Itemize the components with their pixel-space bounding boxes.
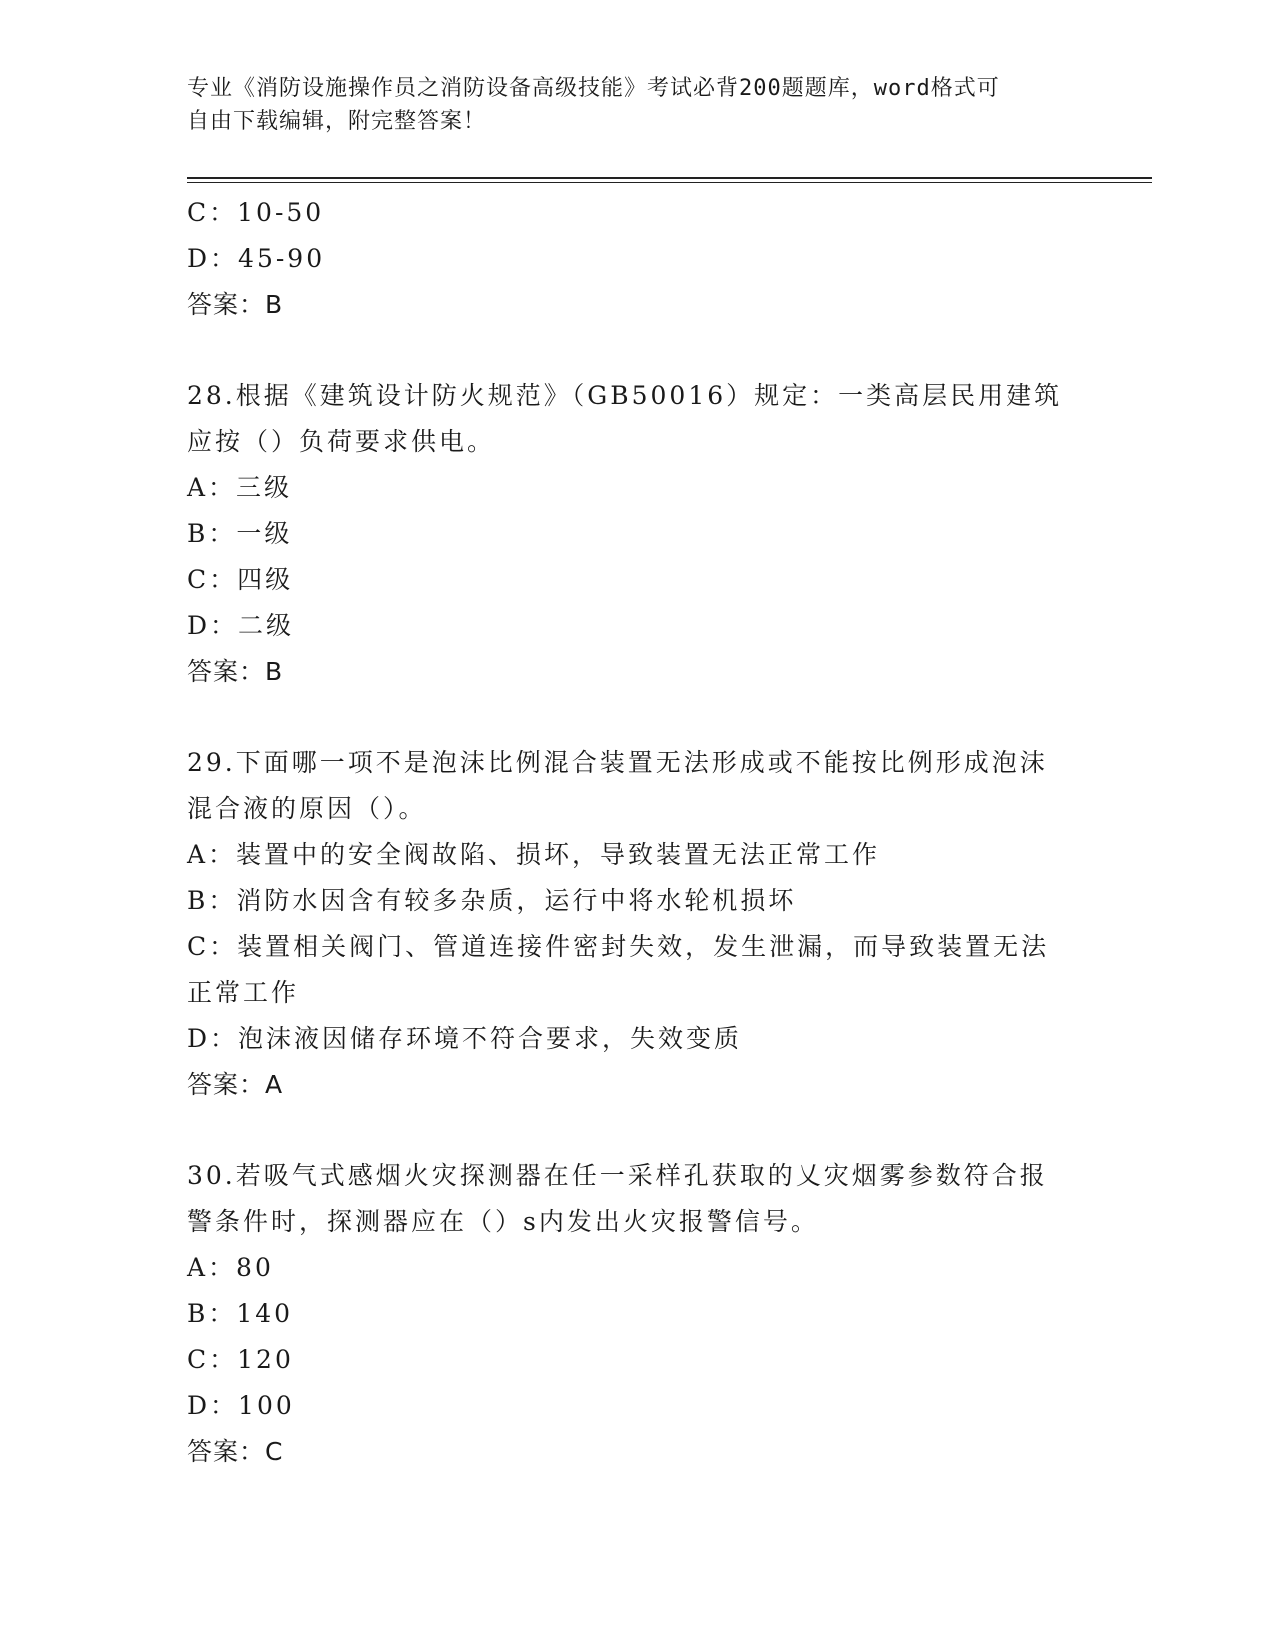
option-b: B：消防水因含有较多杂质，运行中将水轮机损坏: [187, 886, 797, 915]
question-stem: 28.根据《建筑设计防火规范》（GB50016）规定：一类高层民用建筑: [187, 381, 1063, 410]
header-rule-thin: [187, 182, 1152, 183]
option-c: C：10-50: [187, 198, 325, 227]
option-a: A：80: [187, 1253, 274, 1282]
question-stem: 29.下面哪一项不是泡沫比例混合装置无法形成或不能按比例形成泡沫: [187, 748, 1048, 777]
answer: 答案：A: [187, 1070, 284, 1099]
option-d: D：100: [187, 1391, 295, 1420]
question-stem: 30.若吸气式感烟火灾探测器在任一采样孔获取的乂灾烟雾参数符合报: [187, 1161, 1048, 1190]
question-30: [187, 1153, 1087, 1475]
option-d: D：45-90: [187, 244, 326, 273]
option-a: A：装置中的安全阀故陷、损坏，导致装置无法正常工作: [187, 840, 881, 869]
question-stem: 应按（）负荷要求供电。: [187, 427, 496, 456]
option-c-continued: 正常工作: [187, 978, 300, 1007]
option-d: D：泡沫液因储存环境不符合要求，失效变质: [187, 1024, 743, 1053]
option-b: B：一级: [187, 519, 293, 548]
spacer: [187, 328, 1087, 373]
answer: 答案：B: [187, 290, 284, 319]
option-b: B：140: [187, 1299, 294, 1328]
option-a: A：三级: [187, 473, 293, 502]
question-content: [187, 190, 1087, 1475]
header-rule-thick: [187, 177, 1152, 179]
document-header: [187, 72, 1067, 138]
spacer: [187, 695, 1087, 740]
option-c: C：四级: [187, 565, 294, 594]
prev-question: [187, 190, 1087, 328]
option-d: D：二级: [187, 611, 295, 640]
option-c: C：装置相关阀门、管道连接件密封失效，发生泄漏，而导致装置无法: [187, 932, 1050, 961]
header-line-1: 专业《消防设施操作员之消防设备高级技能》考试必背200题题库，word格式可: [187, 76, 1000, 101]
question-29: [187, 740, 1087, 1108]
answer: 答案：B: [187, 657, 284, 686]
question-28: [187, 373, 1087, 695]
question-stem: 警条件时，探测器应在（）s内发出火灾报警信号。: [187, 1207, 819, 1236]
spacer: [187, 1108, 1087, 1153]
question-stem: 混合液的原因（）。: [187, 794, 427, 823]
answer: 答案：C: [187, 1437, 284, 1466]
header-line-2: 自由下载编辑，附完整答案！: [187, 109, 487, 134]
option-c: C：120: [187, 1345, 294, 1374]
